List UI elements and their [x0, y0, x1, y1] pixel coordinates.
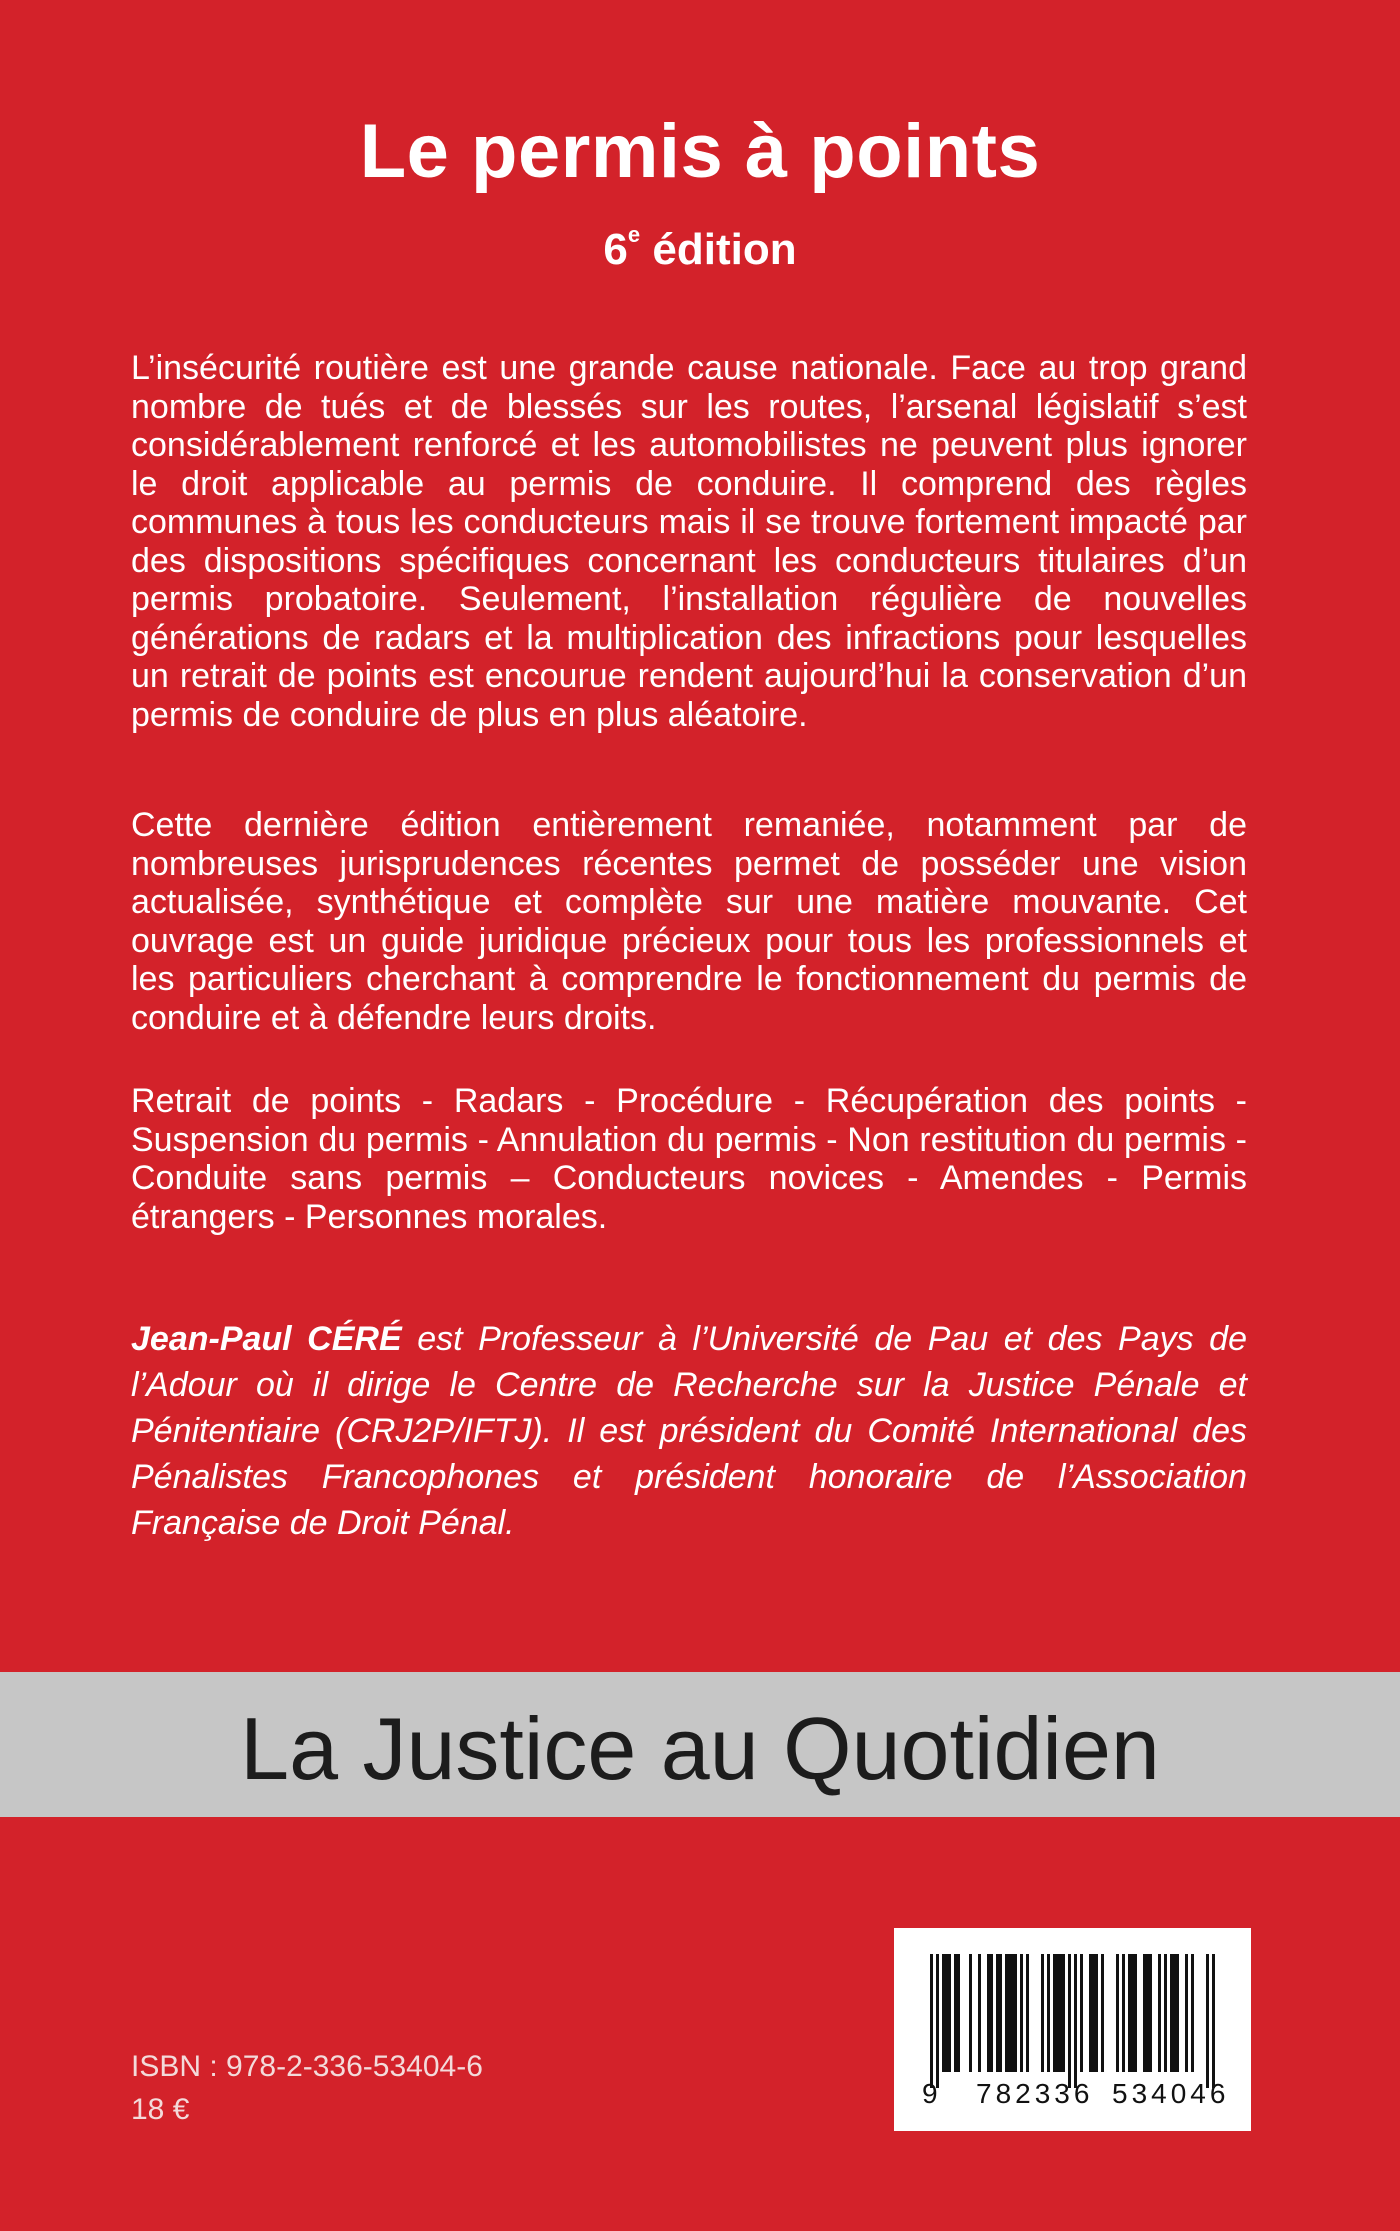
edition-suffix: e [627, 222, 641, 247]
barcode-bar [1005, 1954, 1008, 2072]
price-label: 18 € [131, 2093, 190, 2126]
barcode-bar [1176, 1954, 1179, 2072]
barcode-bar [1062, 1954, 1065, 2072]
barcode-bar [1191, 1954, 1194, 2072]
barcode-bar [990, 1954, 993, 2072]
edition-paragraph: Cette dernière édition entièrement remaniée, notamment par de nombreuses jurisprudences récentes permet de posséder une vision actualisée, synthétique et complète sur une matière mouvante. Cet ouvrage est un guide juridique précieux pour tous les professionnels et les particuliers cherchant à comprendre le fonctionnement du permis de conduire et à défendre leurs droits. [131, 806, 1247, 1037]
series-title: La Justice au Quotidien [240, 1699, 1160, 1798]
author-bio-text: est Professeur à l’Université de Pau et des Pays de l’Adour où il dirige le Centre de Recherche sur la Justice Pénale et Pénitentiaire (CRJ2P/IFTJ). Il est président du Comité International des Pénalistes Francophones et président honoraire de l’Association Française de Droit Pénal. [131, 1320, 1247, 1542]
barcode-bar [996, 1954, 999, 2072]
barcode-left-digits: 782336 [976, 2078, 1094, 2109]
edition-word: édition [652, 225, 797, 274]
barcode-bar [1212, 1954, 1215, 2088]
barcode-bar [1164, 1954, 1167, 2072]
author-bio [131, 1316, 1247, 1546]
barcode-bar [1056, 1954, 1059, 2072]
barcode-bar [1134, 1954, 1137, 2072]
barcode-bar [1122, 1954, 1125, 2072]
author-name: Jean-Paul CÉRÉ [131, 1320, 402, 1358]
barcode-bar [1047, 1954, 1050, 2072]
barcode-bar [1020, 1954, 1023, 2072]
barcode-first-digit: 9 [922, 2078, 938, 2109]
barcode-bar [1128, 1954, 1131, 2072]
barcode-bar [930, 1954, 933, 2088]
barcode-bar [1053, 1954, 1056, 2072]
barcode-bar [1014, 1954, 1017, 2072]
isbn-label: ISBN : 978-2-336-53404-6 [131, 2050, 483, 2083]
barcode-bar [1080, 1954, 1083, 2072]
barcode-bar [1131, 1954, 1134, 2072]
barcode-bar [1008, 1954, 1011, 2072]
barcode-bar [948, 1954, 951, 2072]
barcode-bar [1068, 1954, 1071, 2088]
barcode-bar [1206, 1954, 1209, 2088]
barcode-right-digits: 534046 [1112, 2078, 1230, 2109]
barcode-bar [1143, 1954, 1146, 2072]
barcode-bar [999, 1954, 1002, 2072]
barcode-bar [1158, 1954, 1161, 2072]
barcode-bar [1185, 1954, 1188, 2072]
edition-number: 6 [603, 225, 628, 274]
barcode-bar [1092, 1954, 1095, 2072]
summary-paragraph: L’insécurité routière est une grande cause nationale. Face au trop grand nombre de tués et de blessés sur les routes, l’arsenal législatif s’est considérablement renforcé et les automobilistes ne peuvent plus ignorer le droit applicable au permis de conduire. Il comprend des règles communes à tous les conducteurs mais il se trouve fortement impacté par des dispositions spécifiques concernant les conducteurs titulaires d’un permis probatoire. Seulement, l’installation régulière de nouvelles générations de radars et la multiplication des infractions pour lesquelles un retrait de points est encourue rendent aujourd’hui la conservation d’un permis de conduire de plus en plus aléatoire. [131, 349, 1247, 734]
barcode-bar [1095, 1954, 1098, 2072]
barcode-bar [1089, 1954, 1092, 2072]
barcode-bar [957, 1954, 960, 2072]
barcode-bar [942, 1954, 945, 2072]
book-title: Le permis à points [359, 109, 1041, 194]
barcode-bar [969, 1954, 972, 2072]
barcode-bar [1011, 1954, 1014, 2072]
keywords-paragraph: Retrait de points - Radars - Procédure - Récupération des points - Suspension du permis - Annulation du permis - Non restitution du permis - Conduite sans permis – Conducteurs novices - Amendes - Permis étrangers - Personnes morales. [131, 1082, 1247, 1236]
barcode-bar [1146, 1954, 1149, 2072]
barcode-bar [1116, 1954, 1119, 2072]
barcode-bar [945, 1954, 948, 2072]
barcode-bar [1026, 1954, 1029, 2072]
barcode-bar [1074, 1954, 1077, 2088]
series-band [0, 1672, 1400, 1817]
barcode [894, 1928, 1251, 2131]
barcode-bar [1041, 1954, 1044, 2072]
barcode-bar [1173, 1954, 1176, 2072]
barcode-bar [1170, 1954, 1173, 2072]
barcode-bar [954, 1954, 957, 2072]
barcode-bar [978, 1954, 981, 2072]
barcode-bar [987, 1954, 990, 2072]
barcode-bar [1149, 1954, 1152, 2072]
barcode-bar [936, 1954, 939, 2088]
barcode-bar [1101, 1954, 1104, 2072]
barcode-bar [1059, 1954, 1062, 2072]
edition-label [0, 222, 1400, 275]
